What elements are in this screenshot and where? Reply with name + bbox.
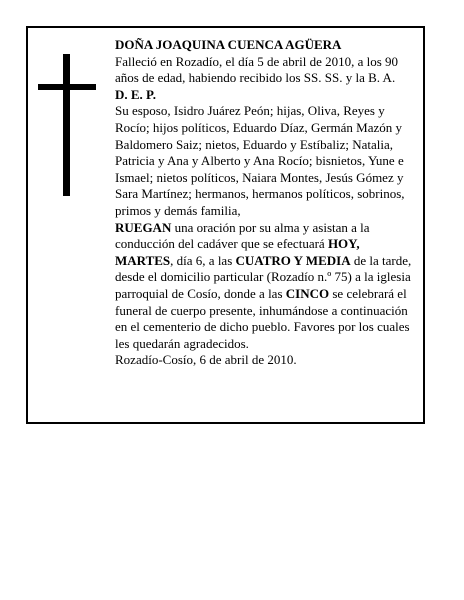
latin-cross-icon: [63, 54, 70, 196]
place-date: Rozadío-Cosío, 6 de abril de 2010.: [115, 352, 297, 368]
death-details: Falleció en Rozadío, el día 5 de abril de 2010, a los 90 años de edad, habiendo recibido los SS. SS. y la B. A.: [115, 53, 399, 86]
obituary-text: [115, 37, 417, 369]
day-label: HOY, MARTES: [115, 236, 360, 268]
request-text-3: de la tarde, desde el domicilio particular (Rozadío n.º 75) a la iglesia parroquial de Cosío, donde a las: [115, 252, 412, 301]
deceased-name: DOÑA JOAQUINA CUENCA AGÜERA: [115, 37, 342, 52]
ruegan-label: RUEGAN: [115, 219, 172, 235]
request-text-1: una oración por su alma y asistan a la conducción del cadáver que se efectuará: [115, 219, 370, 252]
funeral-time-label: CINCO: [285, 285, 330, 301]
rip-line: D. E. P.: [115, 86, 157, 102]
family-list: Su esposo, Isidro Juárez Peón; hijas, Oliva, Reyes y Rocío; hijos políticos, Eduardo Díaz, Germán Mazón y Baldomero Saiz; nietos, Eduardo y Estíbaliz; Natalia, Patricia y Ana y Alberto y Ana Rocío; bisnietos, Yune e Ismael; nietos políticos, Naiara Montes, Jesús Gómez y Sara Martínez; hermanos, hermanos políticos, sobrinos, primos y demás familia,: [115, 103, 405, 218]
time-label: CUATRO Y MEDIA: [235, 252, 351, 268]
latin-cross-icon-crossbar: [38, 84, 96, 90]
request-text-2: , día 6, a las: [170, 252, 236, 268]
request-text-4: se celebrará el funeral de cuerpo presente, inhumándose a continuación en el cementerio de dicho pueblo. Favores por los cuales les quedarán agradecidos.: [115, 285, 410, 351]
funeral-request: [115, 220, 417, 353]
